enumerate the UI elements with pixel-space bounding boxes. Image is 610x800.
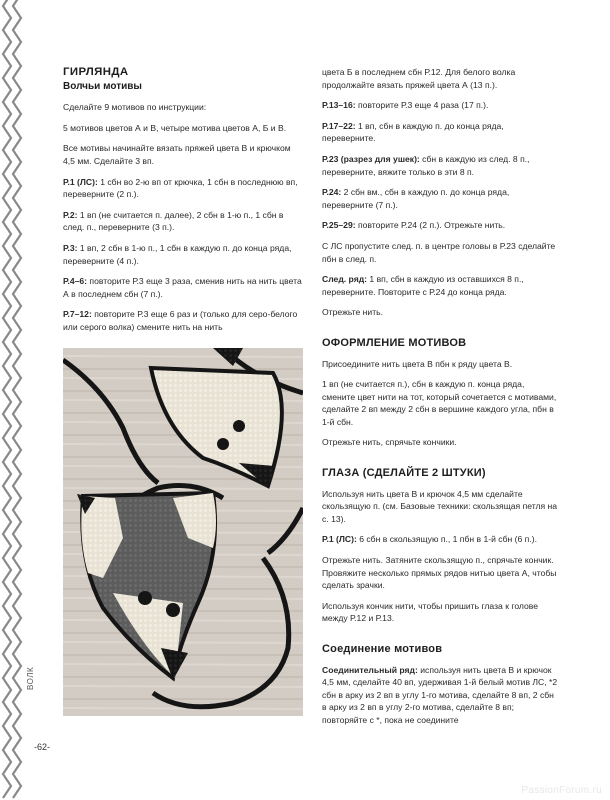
paragraph-text: повторите Р.3 еще 4 раза (17 п.). [355,100,489,111]
wolf-garland-photo [63,348,303,716]
paragraph-text: повторите Р.24 (2 п.). Отрежьте нить. [355,220,506,231]
paragraph-text: 2 сбн вм., сбн в каждую п. до конца ряда, переверните (7 п.). [322,187,510,210]
row-label: Р.25–29: [322,220,356,231]
row-label: Соединительный ряд: [322,664,418,675]
side-label: ВОЛК [26,666,35,690]
paragraph [63,242,303,267]
paragraph [322,153,558,178]
paragraph-text: 1 сбн во 2-ю вп от крючка, 1 сбн в последнюю вп, переверните (2 п.). [63,176,298,200]
paragraph-text: 1 вп, 2 сбн в 1-ю п., 1 сбн в каждую п. до конца ряда, переверните (4 п.). [63,242,292,266]
section-title-eyes: ГЛАЗА (СДЕЛАЙТЕ 2 ШТУКИ) [322,467,486,480]
paragraph [322,186,558,211]
paragraph [63,122,303,135]
paragraph-text: Отрежьте нить, спрячьте кончики. [322,437,457,448]
paragraph [63,101,303,114]
paragraph [63,142,303,167]
watermark: PassionForum.ru [521,785,602,796]
paragraph-text: Отрежьте нить. [322,307,383,318]
paragraph-text: Отрежьте нить. Затяните скользящую п., спрячьте кончик. Провяжите несколько прямых рядов нитью цвета А, чтобы сделать зрачки. [322,555,557,591]
paragraph [63,308,303,333]
zigzag-border [0,0,26,800]
paragraph [322,306,558,319]
paragraph-text: 6 сбн в скользящую п., 1 пбн в 1-й сбн (6 п.). [356,534,537,545]
paragraph-text: повторите Р.3 еще 3 раза, сменив нить на нить цвета А в последнем сбн (7 п.). [63,276,302,299]
row-label: След. ряд: [322,274,368,285]
paragraph [322,66,558,91]
paragraph [322,219,558,232]
paragraph [322,436,558,449]
paragraph [322,488,558,526]
section-title-joining: Соединение мотивов [322,643,443,655]
row-label: Р.1 (ЛС): [322,534,357,545]
paragraph-text: 1 вп (не считается п.), сбн в каждую п. конца ряда, смените цвет нити на тот, который сочетается с мотивами, сделайте 2 вп между 2 сбн в вершине каждого угла, пбн в 1-й сбн. [322,379,557,427]
page-number: -62- [34,742,51,752]
row-label: Р.2: [63,209,78,220]
right-column [322,66,558,735]
row-label: Р.3: [63,242,78,253]
row-label: Р.1 (ЛС): [63,176,98,187]
paragraph [322,664,558,727]
paragraph-text: С ЛС пропустите след. п. в центре головы в Р.23 сделайте пбн в след. п. [322,240,556,264]
paragraph-text: цвета Б в последнем сбн Р.12. Для белого волка продолжайте вязать пряжей цвета А (13 п.). [322,67,516,90]
left-column [63,66,303,342]
paragraph [322,273,558,298]
row-label: Р.4–6: [63,276,88,287]
paragraph-text: используя нить цвета В и крючок 4,5 мм, сделайте 40 вп, удерживая 1-й белый мотив ЛС, *2 сбн в арку из 2 вп в углу 1-го мотива, сделайте 8 вп, 2 сбн в арку из 2 вп в углу 2-го мотива, сделайте 8 вп; повторяйте с *, пока не соедините [322,664,558,725]
paragraph-text: Используя кончик нити, чтобы пришить глаза к голове между Р.12 и Р.13. [322,600,539,624]
paragraph-text: 1 вп (не считается п. далее), 2 сбн в 1-ю п., 1 сбн в след. п., переверните (3 п.). [63,209,284,233]
article-subtitle: Волчьи мотивы [63,80,142,92]
paragraph [322,240,558,265]
section-eyes [322,488,558,625]
section-joining [322,664,558,727]
row-label: Р.24: [322,187,342,198]
paragraph [322,120,558,145]
paragraph-text: Используя нить цвета В и крючок 4,5 мм сделайте скользящую п. (см. Базовые техники: скользящая петля на с. 13). [322,488,558,524]
paragraph [63,209,303,234]
paragraph [322,99,558,112]
section-title-finishing: ОФОРМЛЕНИЕ МОТИВОВ [322,336,467,349]
paragraph [63,176,303,201]
row-label: Р.17–22: [322,120,356,131]
paragraph-text: Сделайте 9 мотивов по инструкции: [63,102,207,113]
article-title: ГИРЛЯНДА [63,66,129,78]
paragraph [322,533,558,546]
paragraph-text: 1 вп, сбн в каждую п. до конца ряда, переверните. [322,120,504,144]
paragraph-text: сбн в каждую из след. 8 п., переверните, вяжите только в эти 8 п. [322,153,530,177]
section-finishing [322,358,558,450]
paragraph [322,554,558,592]
paragraph [322,600,558,625]
paragraph [63,275,303,300]
left-paragraphs [63,101,303,333]
paragraph-text: Присоедините нить цвета В пбн к ряду цвета В. [322,358,513,369]
paragraph-text: повторите Р.3 еще 6 раз и (только для серо-белого или серого волка) смените нить на нить [63,309,298,332]
paragraph-text: 1 вп, сбн в каждую из оставшихся 8 п., переверните. Повторите с Р.24 до конца ряда. [322,274,524,297]
paragraph [322,358,558,371]
paragraph-text: Все мотивы начинайте вязать пряжей цвета В и крючком 4,5 мм. Сделайте 3 вп. [63,143,291,166]
row-label: Р.13–16: [322,100,356,111]
right-paragraphs [322,66,558,319]
row-label: Р.23 (разрез для ушек): [322,153,420,164]
row-label: Р.7–12: [63,309,92,320]
paragraph-text: 5 мотивов цветов А и В, четыре мотива цветов А, Б и В. [63,122,287,133]
paragraph [322,378,558,428]
